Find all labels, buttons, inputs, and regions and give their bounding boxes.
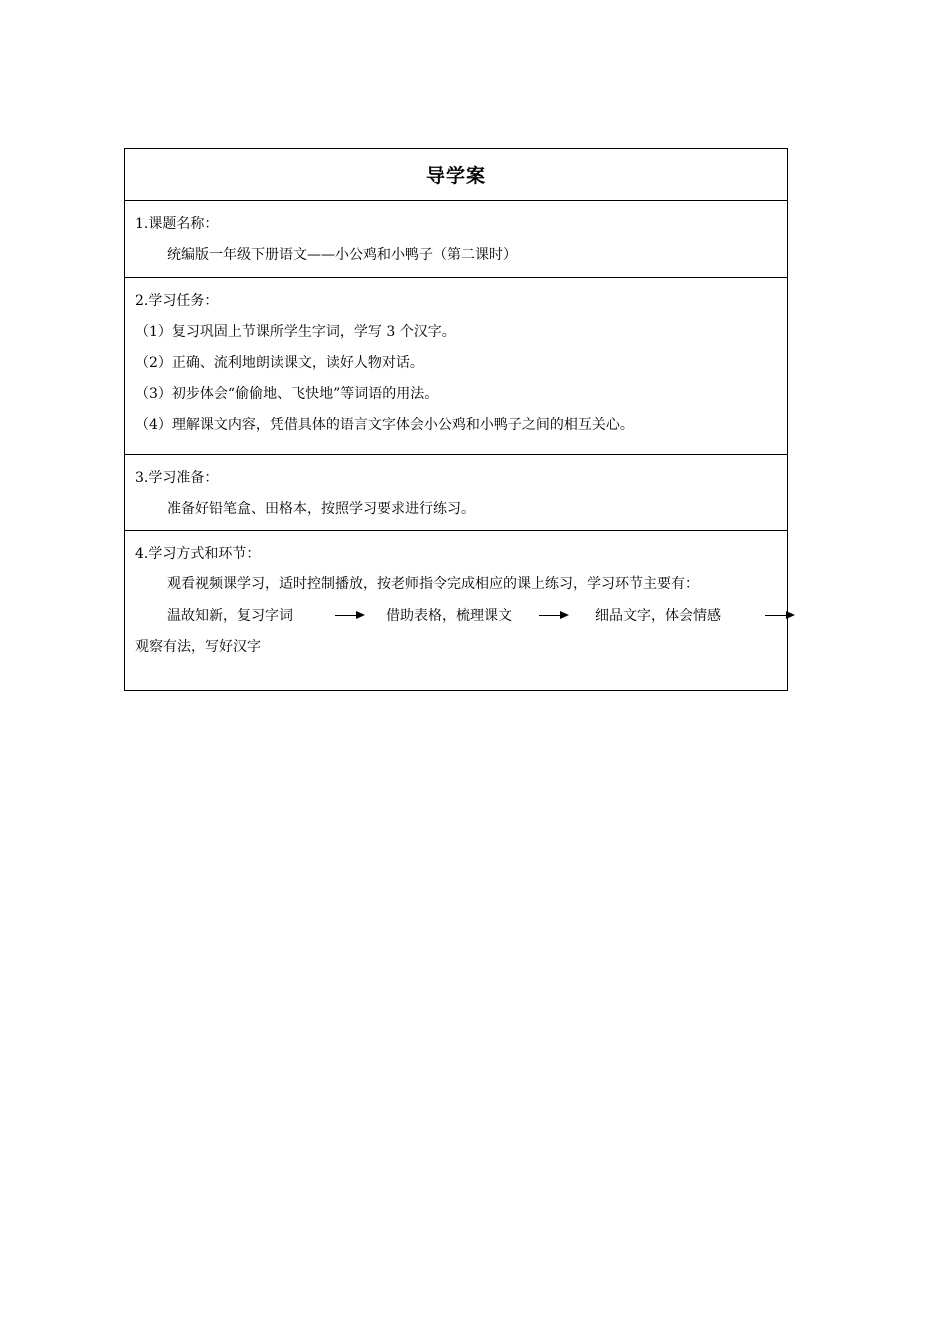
page-title: 导学案 (425, 165, 486, 187)
method-text: 观看视频课学习，适时控制播放，按老师指令完成相应的课上练习，学习环节主要有： (167, 576, 699, 592)
section-method (125, 531, 787, 690)
section-heading: 3.学习准备： (135, 470, 219, 486)
step-item: 观察有法，写好汉字 (135, 639, 261, 655)
title-row (125, 149, 787, 201)
section-heading: 2.学习任务： (135, 293, 219, 309)
step-item: 温故知新，复习字词 (167, 608, 293, 624)
section-tasks (125, 278, 787, 455)
topic-text: 统编版一年级下册语文——小公鸡和小鸭子（第二课时） (167, 247, 517, 263)
task-item: （4）理解课文内容，凭借具体的语言文字体会小公鸡和小鸭子之间的相互关心。 (135, 417, 634, 433)
arrow-right-icon (765, 615, 793, 616)
arrow-right-icon (335, 615, 363, 616)
study-guide-table (124, 148, 788, 691)
step-item: 借助表格，梳理课文 (386, 608, 512, 624)
task-item: （1）复习巩固上节课所学生字词，学写 3 个汉字。 (135, 324, 456, 340)
section-heading: 1.课题名称： (135, 216, 219, 232)
section-heading: 4.学习方式和环节： (135, 546, 261, 562)
step-flow (135, 606, 777, 626)
section-topic (125, 201, 787, 278)
section-preparation (125, 455, 787, 531)
step-item: 细品文字，体会情感 (595, 608, 721, 624)
task-item: （3）初步体会“偷偷地、飞快地”等词语的用法。 (135, 386, 439, 402)
arrow-right-icon (539, 615, 567, 616)
preparation-text: 准备好铅笔盒、田格本，按照学习要求进行练习。 (167, 501, 475, 517)
task-item: （2）正确、流利地朗读课文，读好人物对话。 (135, 355, 424, 371)
